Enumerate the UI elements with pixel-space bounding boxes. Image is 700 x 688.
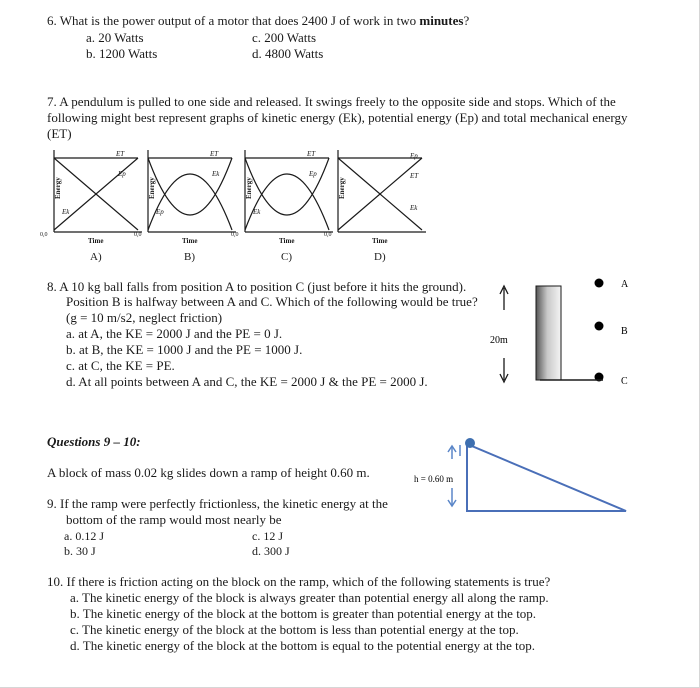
graph-curve-label: Ep [118, 170, 126, 178]
ramp-diagram [400, 436, 640, 526]
q9-stem-line1: 9. If the ramp were perfectly frictionless, the kinetic energy at the [47, 496, 388, 511]
graph-potential-curve [148, 158, 232, 215]
q10-option-c[interactable]: c. The kinetic energy of the block at the bottom is less than potential energy at the top. [70, 622, 519, 637]
graph-curve-label: Ek [410, 204, 418, 212]
graph-curve-label: ET [116, 150, 125, 158]
position-c-label: C [621, 376, 628, 387]
q910-heading: Questions 9 – 10: [47, 434, 141, 449]
graph-origin-label: 0,0 [134, 232, 142, 238]
position-b-label: B [621, 326, 628, 337]
q910-intro: A block of mass 0.02 kg slides down a ramp of height 0.60 m. [47, 465, 370, 480]
graph-curve-label: Ep [410, 152, 418, 160]
graph-curve-label: ET [410, 172, 419, 180]
graph-kinetic-curve [148, 174, 232, 230]
q6-option-c[interactable]: c. 200 Watts [252, 30, 317, 45]
q9-stem-line2: bottom of the ramp would most nearly be [66, 512, 282, 527]
graph-x-label: Time [182, 237, 198, 245]
q10-option-b[interactable]: b. The kinetic energy of the block at the bottom is greater than potential energy at the top. [70, 606, 537, 621]
q7-stem-line3: (ET) [47, 126, 72, 141]
graph-curve-label: Ek [253, 208, 261, 216]
ball-b-icon [595, 322, 604, 331]
q6-option-b[interactable]: b. 1200 Watts [86, 46, 158, 61]
q10-stem: 10. If there is friction acting on the block on the ramp, which of the following statements is true? [47, 574, 551, 589]
falling-ball-diagram [480, 272, 660, 392]
ramp-height-label: h = 0.60 m [414, 474, 454, 484]
graph-u-curve [245, 158, 329, 215]
q8-option-b[interactable]: b. at B, the KE = 1000 J and the PE = 1000 J. [66, 342, 303, 357]
q7-stem-line2: following might best represent graphs of kinetic energy (Ek), potential energy (Ep) and total mechanical energy [47, 110, 628, 125]
graph-arch-curve [245, 174, 329, 230]
q8-stem-line1: 8. A 10 kg ball falls from position A to position C (just before it hits the ground). [47, 279, 467, 294]
q7-stem-line1: 7. A pendulum is pulled to one side and released. It swings freely to the opposite side and stops. Which of the [47, 94, 616, 109]
position-a-label: A [621, 279, 629, 290]
graph-origin-label: 0,0 [40, 232, 48, 238]
graph-letter-label: B) [184, 251, 195, 263]
q6-option-a[interactable]: a. 20 Watts [86, 30, 144, 45]
graph-x-label: Time [372, 237, 388, 245]
q10-option-d[interactable]: d. The kinetic energy of the block at the bottom is equal to the potential energy at the top. [70, 638, 535, 653]
tower-icon [536, 286, 561, 380]
graph-y-label: Energy [245, 177, 253, 199]
graph-curve-label: Ek [212, 170, 220, 178]
q6-option-d[interactable]: d. 4800 Watts [252, 46, 324, 61]
graph-y-label: Energy [338, 177, 346, 199]
graph-x-label: Time [279, 237, 295, 245]
q10-option-a[interactable]: a. The kinetic energy of the block is always greater than potential energy all along the ramp. [70, 590, 549, 605]
q9-option-a[interactable]: a. 0.12 J [64, 529, 104, 543]
q9-option-b[interactable]: b. 30 J [64, 544, 96, 558]
graph-y-label: Energy [148, 177, 156, 199]
block-icon [465, 438, 475, 448]
graph-letter-label: A) [90, 251, 102, 263]
graph-curve-label: ET [210, 150, 219, 158]
q9-option-d[interactable]: d. 300 J [252, 544, 290, 558]
ramp-triangle [467, 444, 626, 511]
energy-graphs [0, 140, 700, 270]
graph-curve-label: ET [307, 150, 316, 158]
q8-stem-line3: (g = 10 m/s2, neglect friction) [66, 310, 223, 325]
graph-curve-label: Ep [156, 208, 164, 216]
q8-option-d[interactable]: d. At all points between A and C, the KE = 2000 J & the PE = 2000 J. [66, 374, 428, 389]
graph-letter-label: D) [374, 251, 386, 263]
graph-x-label: Time [88, 237, 104, 245]
q8-option-c[interactable]: c. at C, the KE = PE. [66, 358, 175, 373]
height-label: 20m [490, 335, 508, 346]
graph-origin-label: 0,0 [324, 232, 332, 238]
q8-stem-line2: Position B is halfway between A and C. Which of the following would be true? [66, 294, 478, 309]
q6-stem: 6. What is the power output of a motor that does 2400 J of work in two minutes? [47, 13, 470, 28]
ball-a-icon [595, 279, 604, 288]
graph-origin-label: 0,0 [231, 232, 239, 238]
q9-option-c[interactable]: c. 12 J [252, 529, 283, 543]
graph-curve-label: Ek [62, 208, 70, 216]
q8-option-a[interactable]: a. at A, the KE = 2000 J and the PE = 0 J. [66, 326, 283, 341]
graph-curve-label: Ep [309, 170, 317, 178]
graph-letter-label: C) [281, 251, 292, 263]
graph-y-label: Energy [54, 177, 62, 199]
